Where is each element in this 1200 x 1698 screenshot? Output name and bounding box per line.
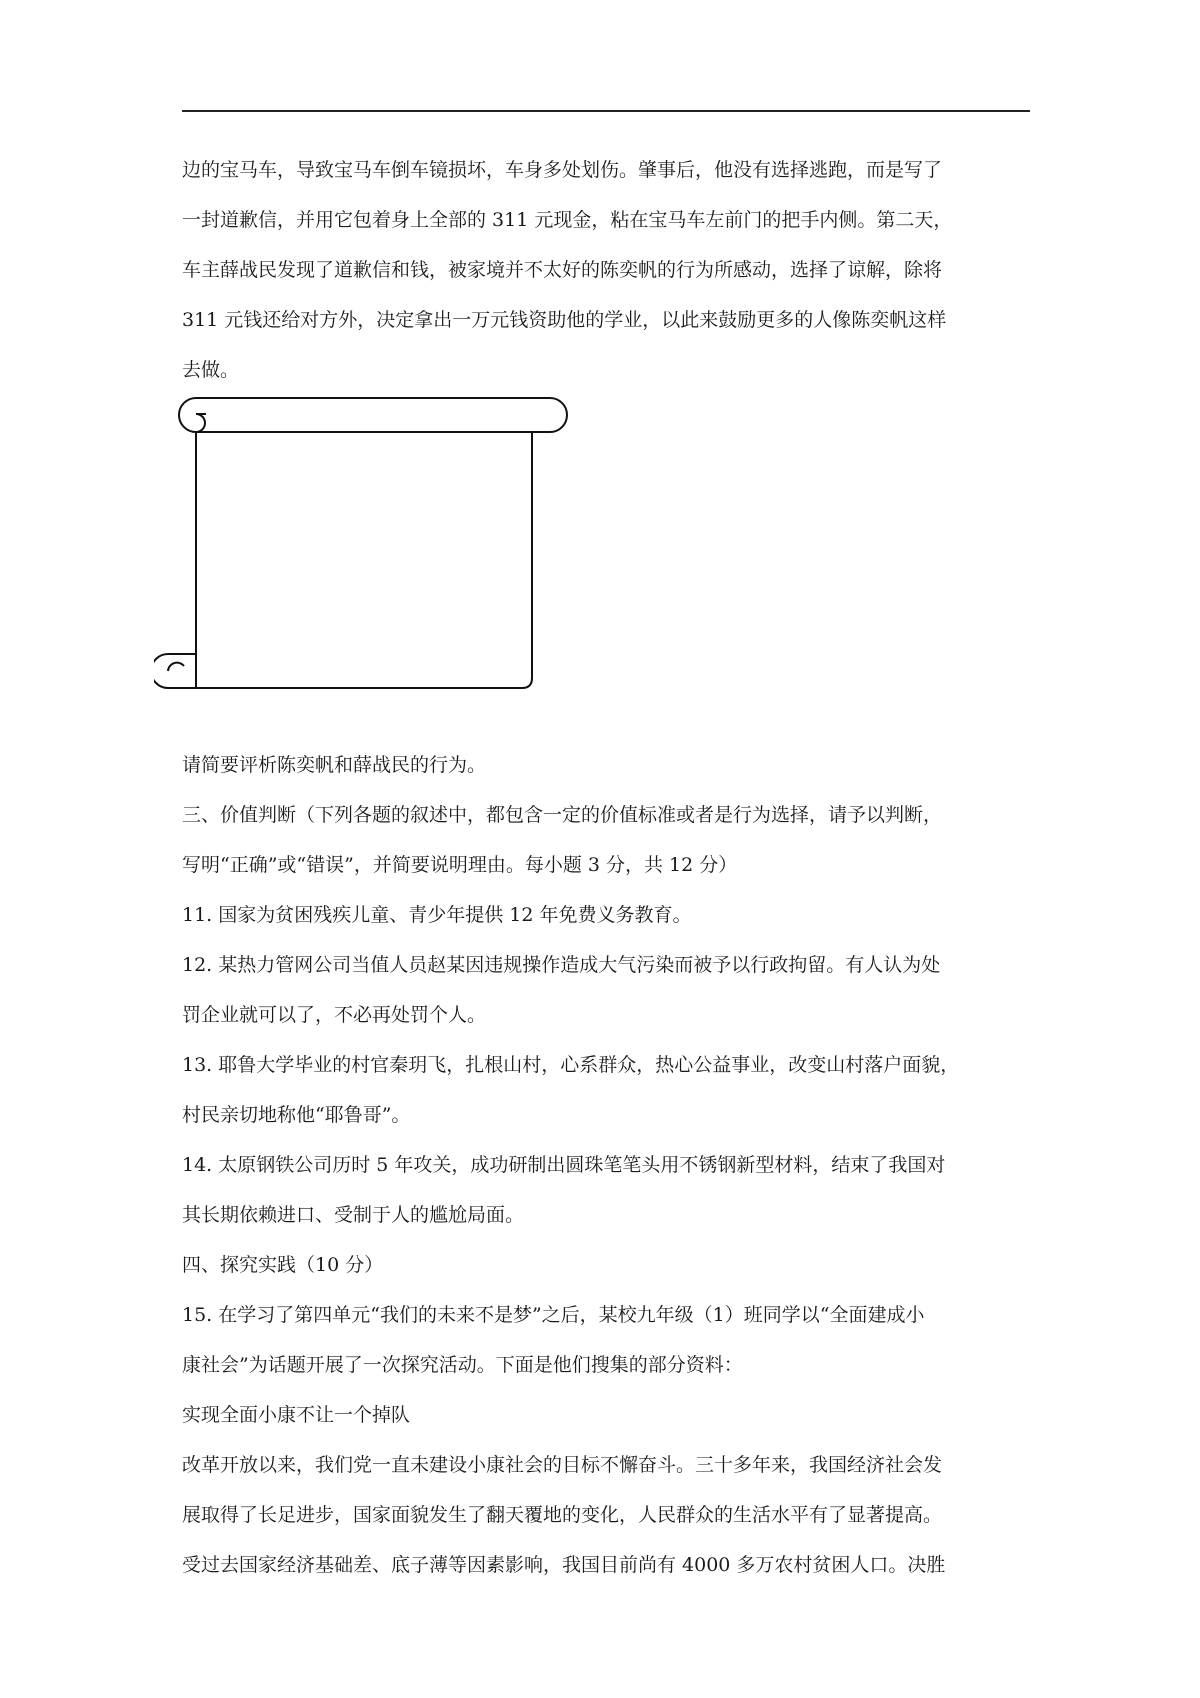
question-12: 12. 某热力管网公司当值人员赵某因违规操作造成大气污染而被予以行政拘留。有人认为处 罚企业就可以了，不必再处罚个人。 xyxy=(182,954,941,1026)
question-11: 11. 国家为贫困残疾儿童、青少年提供 12 年免费义务教育。 xyxy=(182,904,692,926)
material-title: 实现全面小康不让一个掉队 xyxy=(182,1404,411,1426)
story-line: 边的宝马车，导致宝马车倒车镜损坏，车身多处划伤。肇事后，他没有选择逃跑，而是写了 xyxy=(182,159,943,181)
story-line: 去做。 xyxy=(182,359,240,381)
section4-heading: 四、探究实践（10 分） xyxy=(182,1254,384,1276)
question-13: 13. 耶鲁大学毕业的村官秦玥飞，扎根山村，心系群众，热心公益事业，改变山村落户面貌， 村民亲切地称他“耶鲁哥”。 xyxy=(182,1054,960,1126)
question-prompt: 请简要评析陈奕帆和薛战民的行为。 xyxy=(182,754,487,776)
story-paragraph xyxy=(182,145,1032,395)
story-line: 车主薛战民发现了道歉信和钱，被家境并不太好的陈奕帆的行为所感动，选择了谅解，除将 xyxy=(182,259,943,281)
question-15: 15. 在学习了第四单元“我们的未来不是梦”之后，某校九年级（1）班同学以“全面建成小 康社会”为话题开展了一次探究活动。下面是他们搜集的部分资料： xyxy=(182,1304,925,1376)
section3-heading: 三、价值判断（下列各题的叙述中，都包含一定的价值标准或者是行为选择，请予以判断， 写明“正确”或“错误”，并简要说明理由。每小题 3 分，共 12 分） xyxy=(182,804,943,876)
question-14: 14. 太原钢铁公司历时 5 年攻关，成功研制出圆珠笔笔头用不锈钢新型材料，结束了我国对 其长期依赖进口、受制于人的尴尬局面。 xyxy=(182,1154,946,1226)
scroll-icon xyxy=(154,396,574,706)
material-body: 改革开放以来，我们党一直未建设小康社会的目标不懈奋斗。三十多年来，我国经济社会发 展取得了长足进步，国家面貌发生了翻天覆地的变化，人民群众的生活水平有了显著提高。 受过去国家经济基础差、底子薄等因素影响，我国目前尚有 4000 多万农村贫困人口。决胜 xyxy=(182,1454,946,1576)
story-line: 一封道歉信，并用它包着身上全部的 311 元现金，粘在宝马车左前门的把手内侧。第二天， xyxy=(182,209,953,231)
story-line: 311 元钱还给对方外，决定拿出一万元钱资助他的学业，以此来鼓励更多的人像陈奕帆这样 xyxy=(182,309,947,331)
header-rule xyxy=(182,110,1030,112)
